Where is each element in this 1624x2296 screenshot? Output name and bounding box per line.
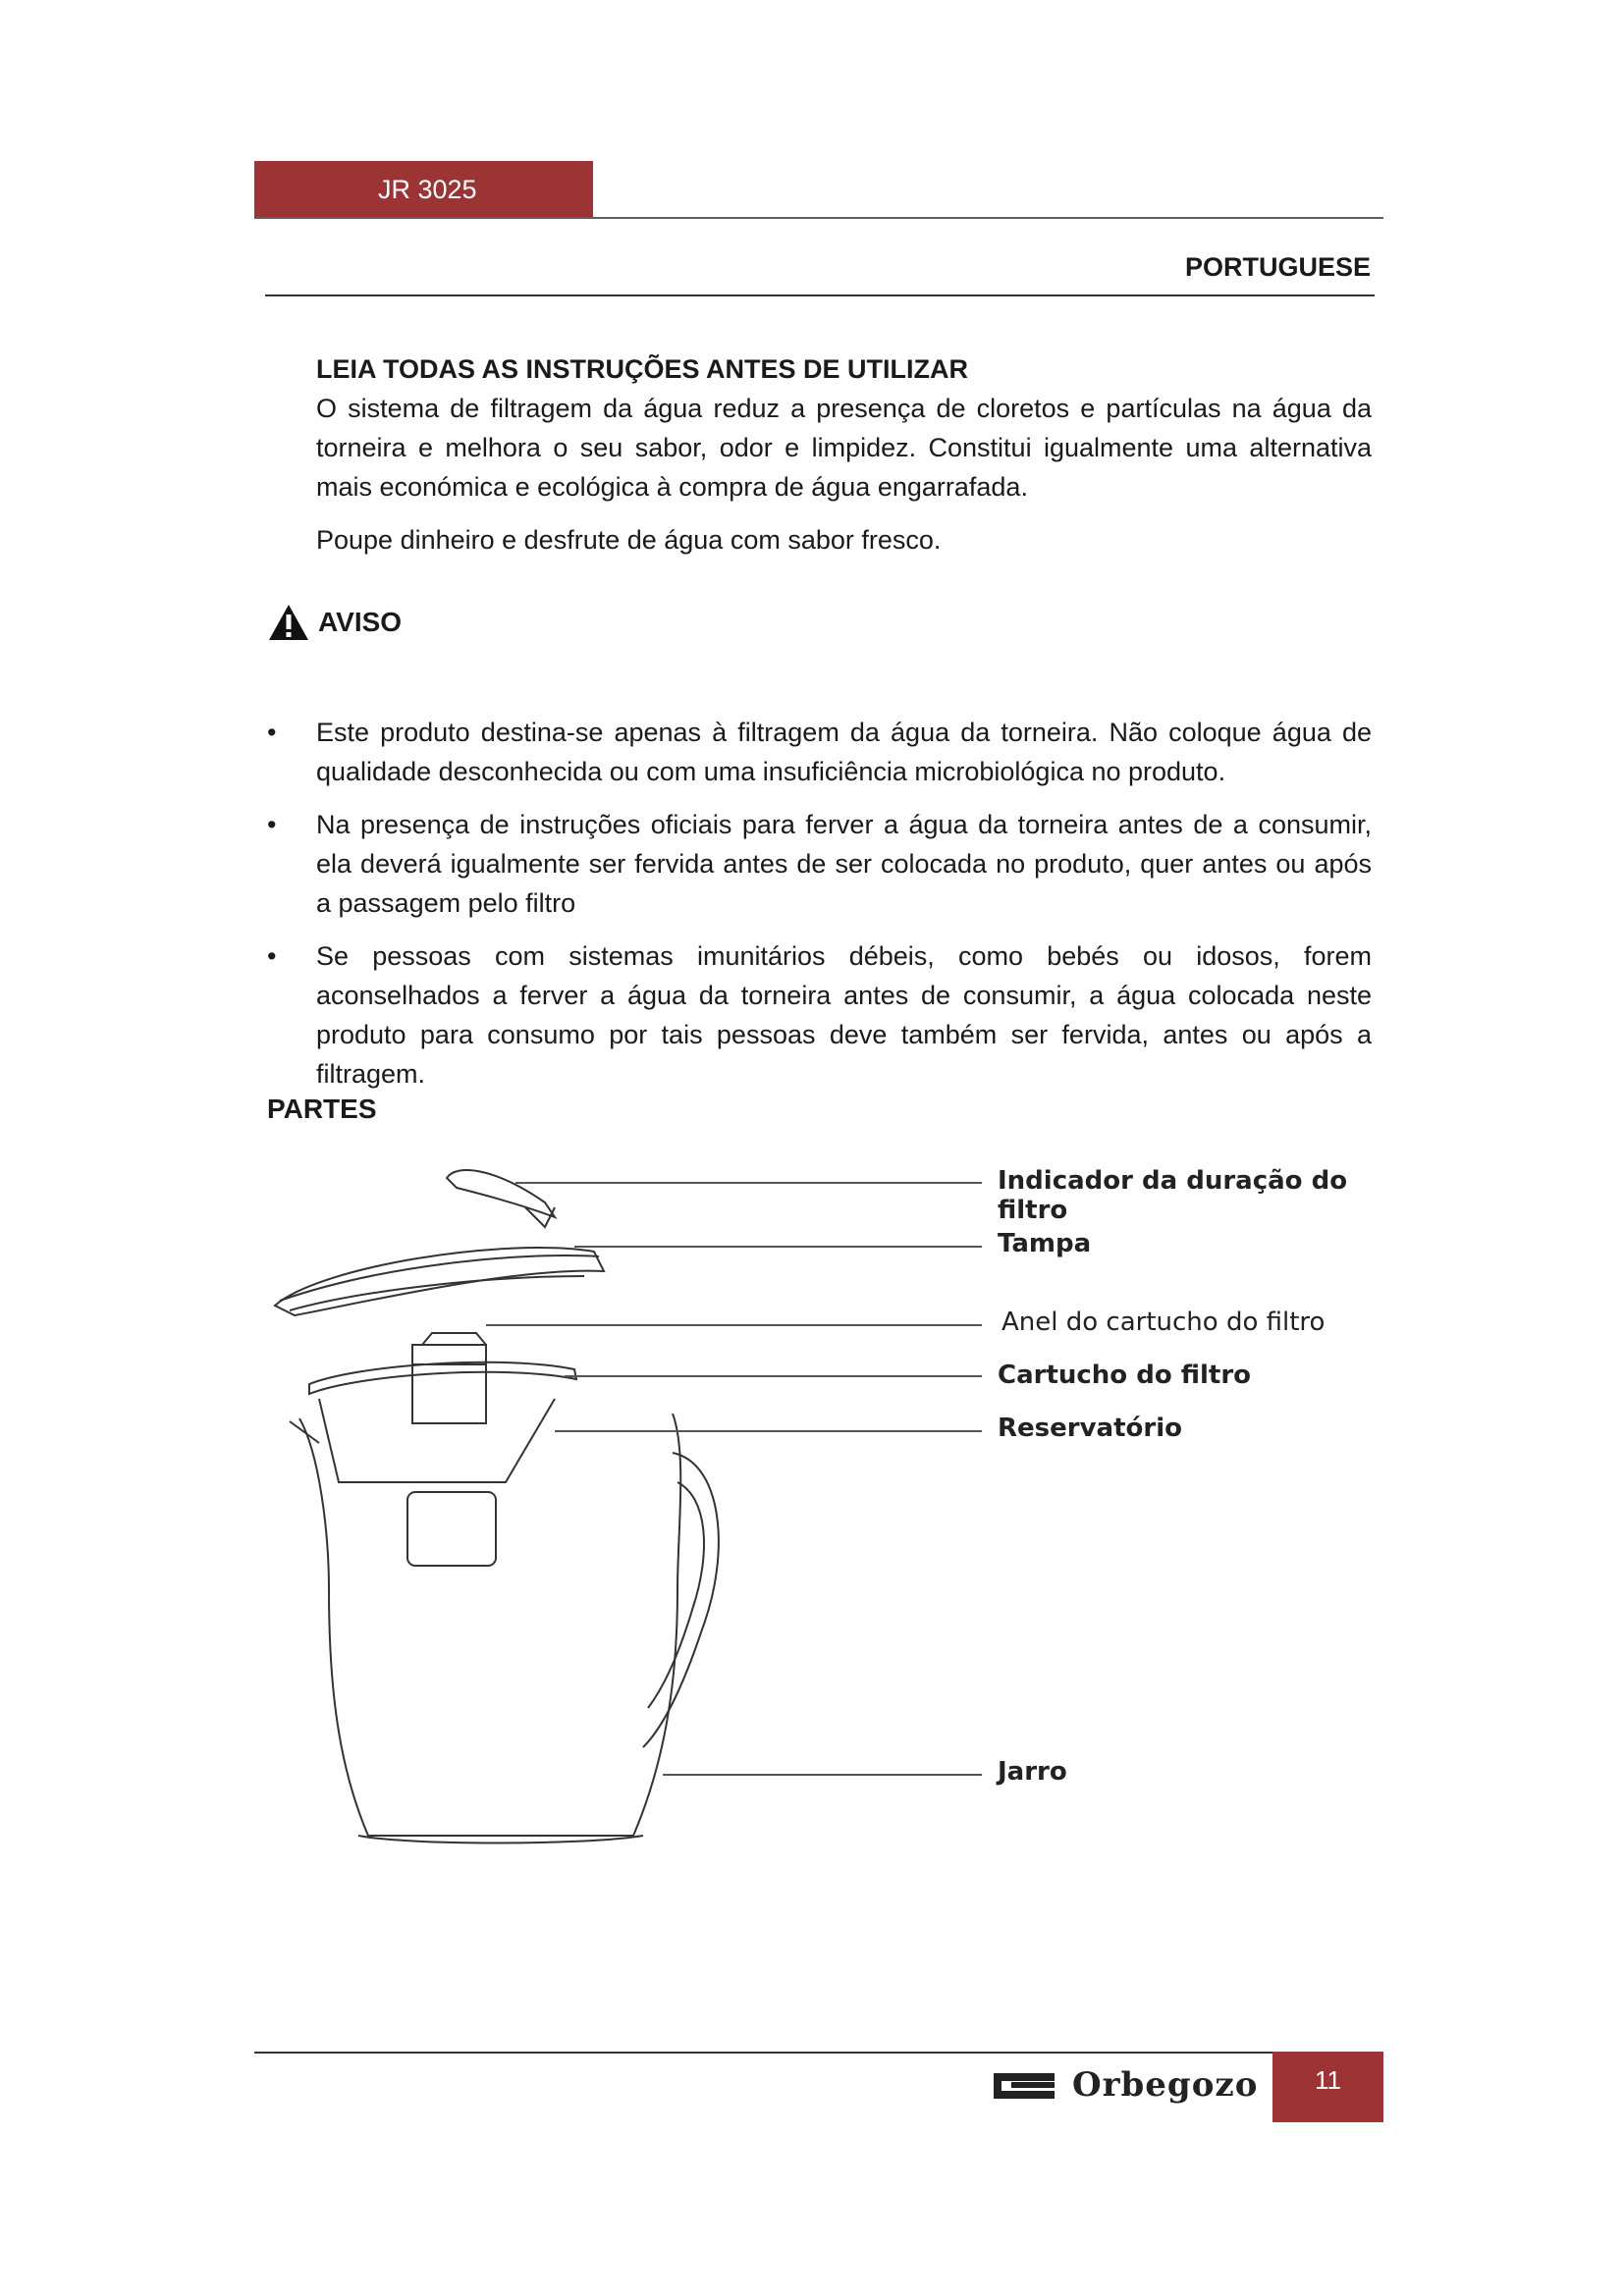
list-item: [267, 936, 1372, 1094]
part-label-reservoir: Reservatório: [998, 1414, 1182, 1443]
part-label-filter-cartridge: Cartucho do filtro: [998, 1361, 1252, 1390]
language-label: PORTUGUESE: [1184, 252, 1371, 282]
footer-divider: [254, 2052, 1383, 2054]
warning-icon: [267, 603, 310, 642]
model-name: JR 3025: [378, 174, 477, 204]
warning-header: [267, 603, 402, 642]
pitcher-illustration: [260, 1158, 1389, 1865]
list-item: [267, 713, 1372, 791]
header-divider: [254, 217, 1383, 219]
page-number: 11: [1315, 2065, 1341, 2095]
language-divider: [265, 294, 1375, 296]
list-item: [267, 805, 1372, 923]
brand-name: Orbegozo: [1072, 2065, 1259, 2105]
warning-label: AVISO: [318, 607, 403, 637]
part-label-filter-ring: Anel do cartucho do filtro: [1001, 1308, 1326, 1337]
bullet-text: Este produto destina-se apenas à filtragem da água da torneira. Não coloque água de qualidade desconhecida ou com uma insuficiência microbiológica no produto.: [316, 718, 1372, 786]
parts-title: PARTES: [267, 1094, 377, 1124]
parts-diagram: [260, 1158, 1389, 1865]
bullet-icon: •: [267, 941, 277, 971]
intro-heading: LEIA TODAS AS INSTRUÇÕES ANTES DE UTILIZAR: [316, 354, 969, 384]
warning-list: [267, 713, 1372, 1107]
model-tab: [254, 161, 593, 218]
part-label-filter-indicator: Indicador da duração do filtro: [998, 1166, 1348, 1225]
intro-section: [316, 349, 1372, 560]
bullet-text: Na presença de instruções oficiais para ferver a água da torneira antes de a consumir, ela deverá igualmente ser fervida antes de ser colocada no produto, quer antes ou após a passagem pelo filtro: [316, 810, 1372, 918]
bullet-icon: •: [267, 718, 277, 747]
bullet-icon: •: [267, 810, 277, 839]
intro-paragraph: O sistema de filtragem da água reduz a presença de cloretos e partículas na água da torneira e melhora o seu sabor, odor e limpidez. Constitui igualmente uma alternativa mais económica e ecológica à compra de água engarrafada.: [316, 394, 1372, 502]
part-label-jug: Jarro: [998, 1757, 1067, 1787]
page-number-box: [1272, 2052, 1383, 2122]
intro-tagline: Poupe dinheiro e desfrute de água com sabor fresco.: [316, 525, 942, 555]
bullet-text: Se pessoas com sistemas imunitários débeis, como bebés ou idosos, forem aconselhados a ferver a água da torneira antes de consumir, a água colocada neste produto para consumo por tais pessoas deve também ser fervida, antes ou após a filtragem.: [316, 941, 1372, 1089]
brand-logo: [992, 2061, 1259, 2110]
part-label-lid: Tampa: [998, 1229, 1092, 1258]
